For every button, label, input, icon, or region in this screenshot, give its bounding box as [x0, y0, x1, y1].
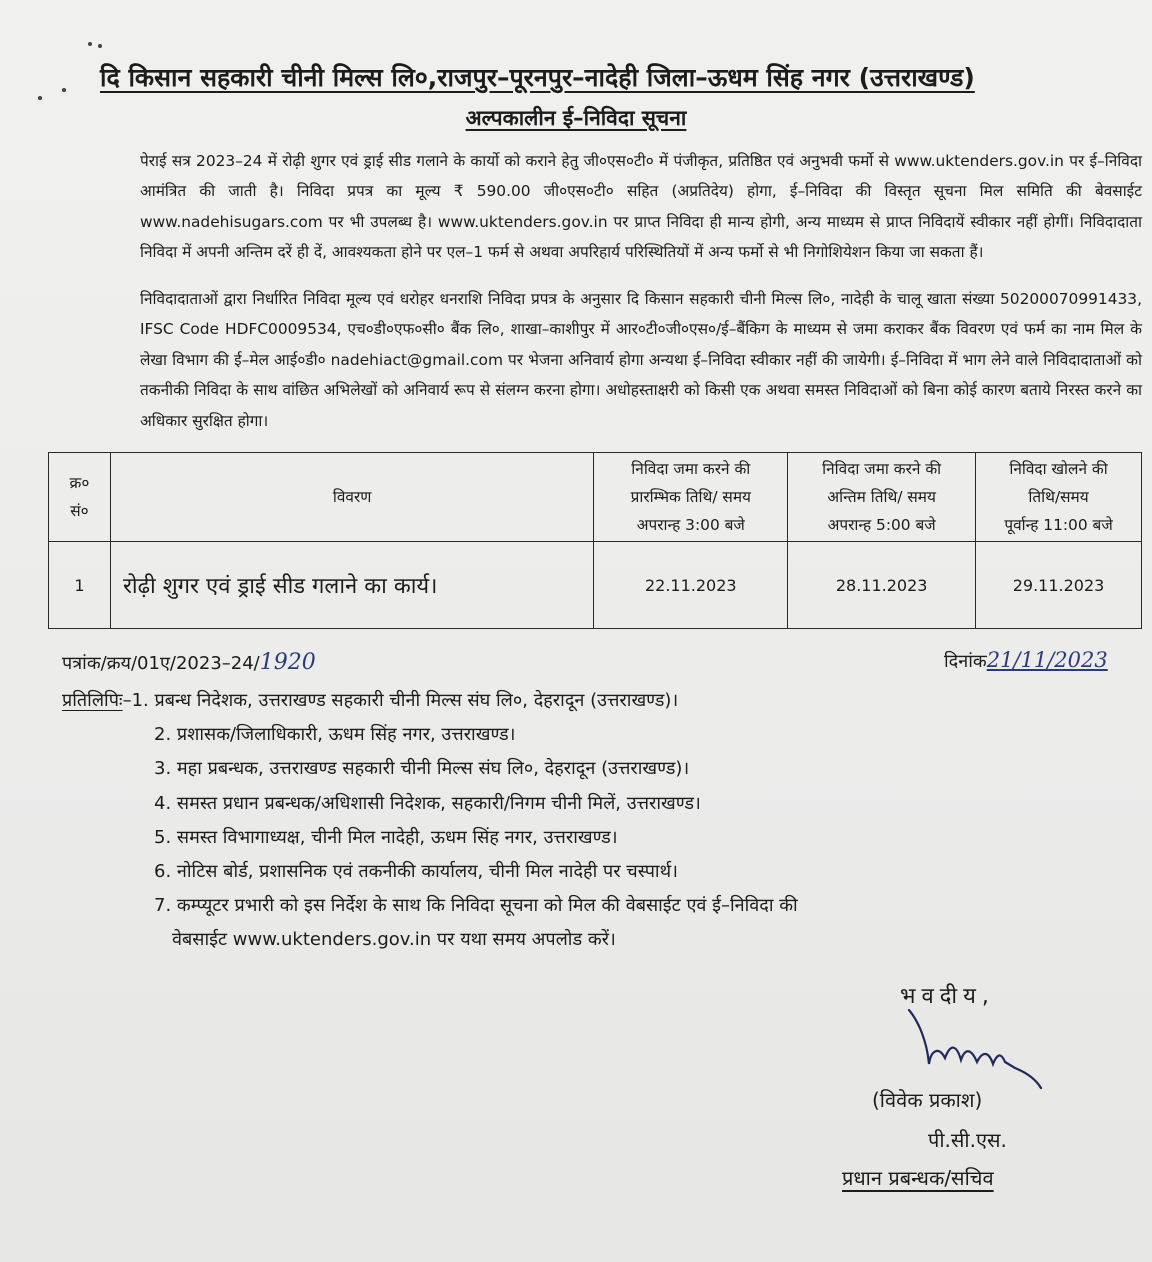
signatory-designation: प्रधान प्रबन्धक/सचिव [842, 1166, 994, 1190]
header-sno-line1: क्र० [69, 474, 90, 492]
letter-reference [62, 650, 316, 675]
cell-opening-date: 29.11.2023 [976, 542, 1142, 629]
paragraph-invitation-text: पेराई सत्र 2023–24 में रोढ़ी शुगर एवं ड्राई सीड गलाने के कार्यो को कराने हेतु जी०एस०टी० में पंजीकृत, प्रतिष्ठित एवं अनुभवी फर्मो से www.uktenders.gov.in पर ई–निविदा आमंत्रित की जाती है। निविदा प्रपत्र का मूल्य ₹ 590.00 जी०एस०टी० सहित (अप्रतिदेय) होगा, ई–निविदा की विस्तृत सूचना मिल समिति की बेवसाईट www.nadehisugars.com पर भी उपलब्ध है। www.uktenders.gov.in पर प्राप्त निविदा ही मान्य होगी, अन्य माध्यम से प्राप्त निविदायें स्वीकार नहीं होगीं। निविदादाता निविदा में अपनी अन्तिम दरें ही दें, आवश्यकता होने पर एल–1 फर्म से अथवा अपरिहार्य परिस्थितियों में अन्य फर्मो से भी निगोशियेशन किया जा सकता हैं। [140, 152, 1142, 262]
paragraph-invitation [62, 146, 1142, 268]
copy-item-text: –1. प्रबन्ध निदेशक, उत्तराखण्ड सहकारी चीनी मिल्स संघ लि०, देहरादून (उत्तराखण्ड)। [122, 690, 679, 711]
copy-label: प्रतिलिपिः [62, 690, 123, 711]
document-title: दि किसान सहकारी चीनी मिल्स लि०,राजपुर–पूरनपुर–नादेही जिला–ऊधम सिंह नगर (उत्तराखण्ड) [100, 63, 975, 92]
list-item: वेबसाईट www.uktenders.gov.in पर यथा समय अपलोड करें। [172, 929, 616, 951]
header-open-line1: निविदा खोलने की [1009, 460, 1108, 478]
list-item: 3. महा प्रबन्धक, उत्तराखण्ड सहकारी चीनी मिल्स संघ लि०, देहरादून (उत्तराखण्ड)। [154, 758, 690, 780]
list-item: 4. समस्त प्रधान प्रबन्धक/अधिशासी निदेशक, सहकारी/निगम चीनी मिलें, उत्तराखण्ड। [154, 792, 701, 814]
copy-to-list [62, 684, 1142, 958]
letter-number-handwritten: 1920 [259, 650, 316, 675]
list-item: 5. समस्त विभागाध्यक्ष, चीनी मिल नादेही, ऊधम सिंह नगर, उत्तराखण्ड। [154, 826, 618, 848]
list-item: 6. नोटिस बोर्ड, प्रशासनिक एवं तकनीकी कार्यालय, चीनी मिल नादेही पर चस्पार्थ। [154, 861, 678, 883]
letter-number-printed: पत्रांक/क्रय/01ए/2023–24/ [62, 653, 260, 674]
header-end-line2: अन्तिम तिथि/ समय [827, 488, 936, 506]
header-start-line3: अपरान्ह 3:00 बजे [636, 516, 745, 534]
header-start-date [594, 453, 788, 542]
paragraph-payment [62, 284, 1142, 436]
header-open-line3: पूर्वान्ह 11:00 बजे [1004, 516, 1113, 534]
header-sno-line2: सं० [70, 502, 89, 520]
notice-subtitle: अल्पकालीन ई–निविदा सूचना [465, 106, 687, 130]
signatory-credential: पी.सी.एस. [928, 1128, 1007, 1152]
list-item: 2. प्रशासक/जिलाधिकारी, ऊधम सिंह नगर, उत्तराखण्ड। [154, 724, 516, 746]
header-description-label: विवरण [332, 488, 372, 506]
cell-sno: 1 [49, 542, 111, 629]
scan-speck [88, 42, 92, 46]
list-item: 7. कम्प्यूटर प्रभारी को इस निर्देश के साथ कि निविदा सूचना को मिल की वेबसाईट एवं ई–निविदा की [154, 895, 798, 917]
header-opening-date [976, 453, 1142, 542]
paragraph-payment-text: निविदादाताओं द्वारा निर्धारित निविदा मूल्य एवं धरोहर धनराशि निविदा प्रपत्र के अनुसार दि किसान सहकारी चीनी मिल्स लि०, नादेही के चालू खाता संख्या 50200070991433, IFSC Code HDFC0009534, एच०डी०एफ०सी० बैंक लि०, शाखा–काशीपुर में आर०टी०जी०एस०/ई–बैंकिग के माध्यम से जमा कराकर बैंक विवरण एवं फर्म का नाम मिल के लेखा विभाग की ई–मेल आई०डी० nadehiact@gmail.com पर भेजना अनिवार्य होगा अन्यथा ई–निविदा स्वीकार नहीं की जायेगी। ई–निविदा में भाग लेने वाले निविदादाताओं को तकनीकी निविदा के साथ वांछित अभिलेखों को अनिवार्य रूप से संलग्न करना होगा। अधोहस्ताक्षरी को किसी एक अथवा समस्त निविदाओं को बिना कोई कारण बताये निरस्त करने का अधिकार सुरक्षित होगा। [140, 290, 1142, 430]
header-open-line2: तिथि/समय [1028, 488, 1089, 506]
letter-date [944, 648, 1108, 673]
signatory-name: (विवेक प्रकाश) [872, 1088, 983, 1112]
table-row [49, 542, 1142, 629]
header-end-date [788, 453, 976, 542]
header-description [110, 453, 593, 542]
handwritten-signature [905, 1002, 1045, 1092]
date-label: दिनांक [944, 651, 987, 672]
date-handwritten: 21/11/2023 [986, 648, 1108, 672]
header-end-line3: अपरान्ह 5:00 बजे [827, 516, 936, 534]
header-start-line2: प्रारम्भिक तिथि/ समय [630, 488, 751, 506]
header-sno [49, 453, 111, 542]
table-header-row [49, 453, 1142, 542]
cell-end-date: 28.11.2023 [788, 542, 976, 629]
signature-closing: भवदीय, [900, 984, 995, 1009]
tender-schedule-table [48, 452, 1142, 629]
header-start-line1: निविदा जमा करने की [631, 460, 751, 478]
cell-start-date: 22.11.2023 [594, 542, 788, 629]
scan-speck [62, 88, 66, 92]
list-item [62, 684, 1142, 718]
header-end-line1: निविदा जमा करने की [822, 460, 942, 478]
scan-speck [38, 96, 42, 100]
cell-description: रोढ़ी शुगर एवं ड्राई सीड गलाने का कार्य। [110, 542, 593, 629]
scan-speck [98, 44, 102, 48]
